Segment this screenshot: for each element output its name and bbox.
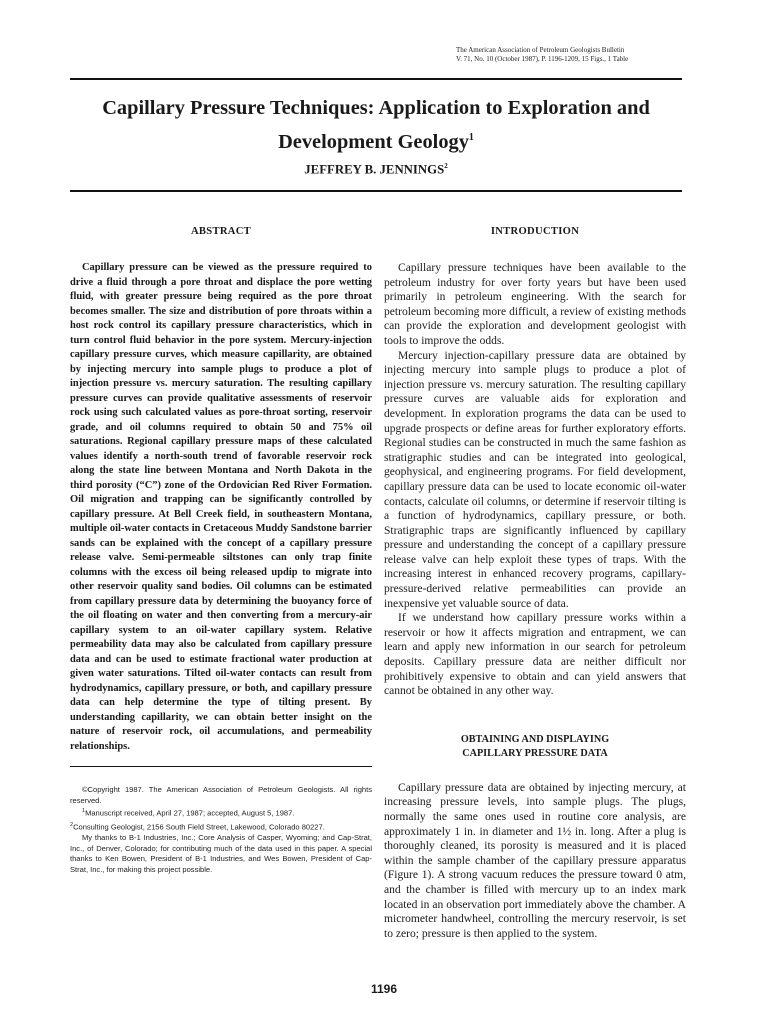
section-heading-line-1: OBTAINING AND DISPLAYING [460, 733, 610, 745]
author-line [70, 162, 682, 177]
journal-citation [456, 46, 686, 64]
copyright-note: ©Copyright 1987. The American Association of Petroleum Geologists. All rights reserved. [70, 785, 372, 805]
section-body [384, 781, 686, 942]
top-rule [70, 78, 682, 80]
title-footnote-mark: 1 [468, 132, 474, 143]
title-bottom-rule [70, 190, 682, 192]
footnote-2 [70, 820, 372, 833]
right-column [384, 226, 686, 941]
acknowledgments: My thanks to B-1 Industries, Inc.; Core Analysis of Casper, Wyoming; and Cap-Strat, Inc., of Denver, Colorado; for contributing much of the data used in this paper. A special thanks to Ken Bowen, President of B-1 Industries, and Wes Bowen, President of Cap-Strat, Inc., for making this project possible. [70, 832, 372, 874]
section-heading [384, 733, 686, 761]
author-name: JEFFREY B. JENNINGS [304, 162, 445, 177]
journal-volume: V. 71, No. 10 (October 1987), P. 1196-1209, 15 Figs., 1 Table [456, 55, 629, 63]
footnote-rule [70, 766, 372, 767]
footnote-2-mark: 2 [70, 821, 74, 828]
footnote-2-text: Consulting Geologist, 2156 South Field Street, Lakewood, Colorado 80227. [73, 822, 325, 832]
introduction-body [384, 261, 686, 699]
author-footnote-mark: 2 [444, 162, 448, 170]
introduction-heading: INTRODUCTION [490, 226, 580, 237]
intro-paragraph: Mercury injection-capillary pressure data are obtained by injecting mercury into sample plugs to produce a plot of injection pressure vs. mercury saturation. The resulting capillary pressure curves are valuable aids for exploration and development. In exploration programs the data can be used to upgrade prospects or define areas for further exploratory efforts. Regional studies can be constructed in much the same fashion as stratigraphic studies and can be integrated into geological, geophysical, and engineering programs. For field development, capillary pressure data can be used to locate economic oil-water contacts, calculate oil columns, or determine if reservoir tilting is a function of hydrodynamics, capillary pressure, or both. Stratigraphic traps are significantly influenced by capillary pressure and understanding the concept of a capillary pressure release valve can help exploit these types of traps. With the increasing interest in enhanced recovery programs, capillary-pressure-derived relative permeabilities can provide an inexpensive yet valuable source of data. [384, 349, 686, 610]
intro-paragraph: Capillary pressure techniques have been available to the petroleum industry for over forty years but have been used primarily in petroleum engineering. With the search for petroleum becoming more difficult, a review of existing methods can provide the exploration and development geologist with tools to improve the odds. [384, 262, 686, 347]
title-line-1: Capillary Pressure Techniques: Application to Exploration and [102, 97, 650, 119]
intro-paragraph: If we understand how capillary pressure works within a reservoir or how it affects migration and entrapment, we can learn and apply new information in our search for petroleum deposits. Capillary pressure data are neither difficult nor prohibitively expensive to obtain and can yield answers that cannot be obtained in any other way. [384, 612, 686, 698]
footnote-1 [70, 806, 372, 819]
abstract-heading: ABSTRACT [190, 226, 252, 237]
page-number: 1196 [370, 982, 398, 996]
footnotes [70, 785, 372, 876]
footnote-1-mark: 1 [82, 808, 86, 815]
left-column [70, 226, 372, 876]
footnote-1-text: Manuscript received, April 27, 1987; accepted, August 5, 1987. [85, 808, 295, 818]
paper-title [70, 94, 682, 157]
abstract-text: Capillary pressure can be viewed as the pressure required to drive a fluid through a pore throat and displace the pore wetting fluid, with greater pressure being required as the pore throat becomes smaller. The size and distribution of pore throats within a host rock control its capillary pressure characteristics, which in turn control fluid behavior in the pore system. Mercury-injection capillary pressure curves, which measure capillarity, are obtained by injecting mercury into sample plugs to produce a plot of injection pressure vs. mercury saturation. The resulting capillary pressure curves can provide qualitative assessments of reservoir rock using such calculated values as pore-throat sorting, reservoir grade, and oil columns required to obtain 50 and 75% oil saturations. Regional capillary pressure maps of these calculated values identify a north-south trend of favorable reservoir rock along the state line between Montana and North Dakota in the third porosity (“C”) zone of the Ordovician Red River Formation. Oil migration and trapping can be significantly controlled by capillary pressure. At Bell Creek field, in southeastern Montana, multiple oil-water contacts in Cretaceous Muddy Sandstone barrier sands can be explained with the concept of a capillary pressure release valve. Semi-permeable siltstones can only trap finite columns with the excess oil being released updip to migrate into other reservoir quality sand bodies. Oil columns can be estimated from capillary pressure data by determining the buoyancy force of the oil floating on water and then converting from a mercury-air capillary system to an oil-water capillary system. Relative permeability data may also be calculated from capillary pressure data and can be used to estimate fractional water production at given water saturations. Tilted oil-water contacts can result from hydrodynamics, capillary pressure, or both, and capillary pressure data can help determine the type of tilting present. By understanding capillarity, we can obtain better insight on the nature of reservoir rock, oil accumulations, and permeability relationships. [70, 262, 372, 752]
journal-name: The American Association of Petroleum Geologists Bulletin [456, 46, 625, 54]
title-line-2-text: Development Geology [278, 130, 469, 153]
title-line-2 [70, 123, 682, 157]
section-paragraph: Capillary pressure data are obtained by injecting mercury, at increasing pressure levels, into sample plugs. The plugs, normally the same ones used in routine core analysis, are approximately 1 in. in diameter and 1½ in. long. After a plug is thoroughly cleaned, its porosity is measured and it is placed within the sample chamber of the capillary pressure apparatus (Figure 1). A strong vacuum reduces the pressure toward 0 atm, and the chamber is filled with mercury up to an index mark located in an observation port immediately above the chamber. A micrometer handwheel, controlling the mercury reservoir, is set to zero; pressure is then applied to the system. [384, 781, 686, 940]
section-heading-line-2: CAPILLARY PRESSURE DATA [462, 747, 608, 759]
